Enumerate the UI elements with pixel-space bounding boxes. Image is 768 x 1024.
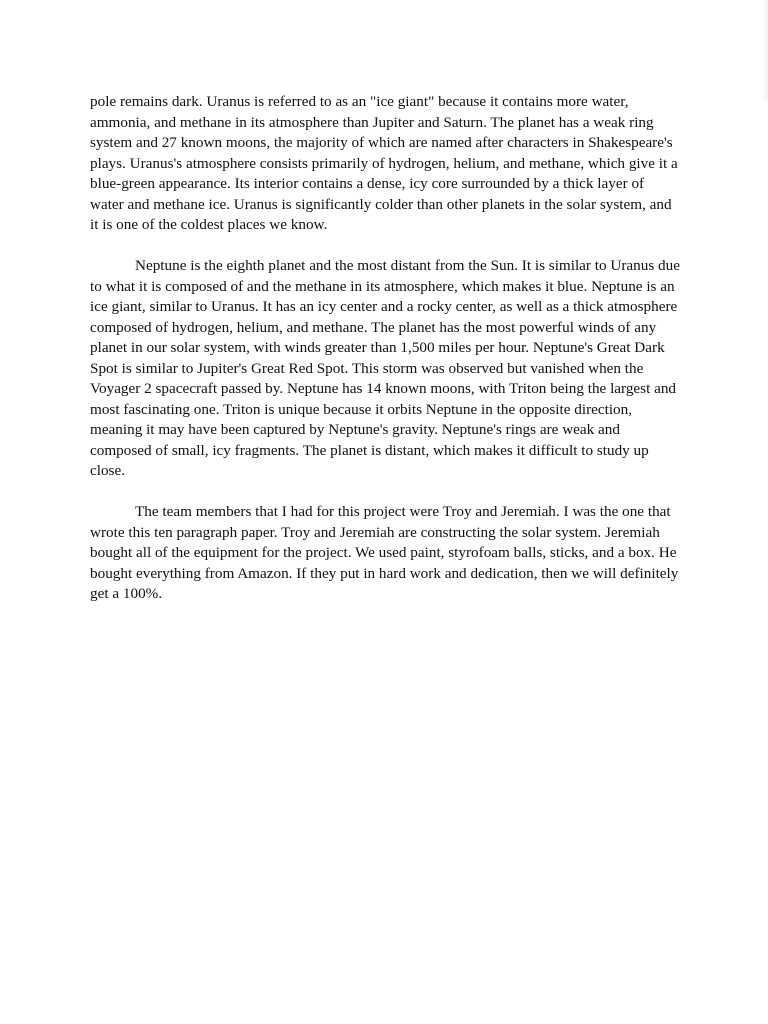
document-body [90, 92, 680, 625]
paragraph-neptune: Neptune is the eighth planet and the most distant from the Sun. It is similar to Uranus due to what it is composed of and the methane in its atmosphere, which makes it blue. Neptune is an ice giant, similar to Uranus. It has an icy center and a rocky center, as well as a thick atmosphere composed of hydrogen, helium, and methane. The planet has the most powerful winds of any planet in our solar system, with winds greater than 1,500 miles per hour. Neptune's Great Dark Spot is similar to Jupiter's Great Red Spot. This storm was observed but vanished when the Voyager 2 spacecraft passed by. Neptune has 14 known moons, with Triton being the largest and most fascinating one. Triton is unique because it orbits Neptune in the opposite direction, meaning it may have been captured by Neptune's gravity. Neptune's rings are weak and composed of small, icy fragments. The planet is distant, which makes it difficult to study up close. [90, 257, 680, 479]
paragraph-team-members: The team members that I had for this project were Troy and Jeremiah. I was the one that wrote this ten paragraph paper. Troy and Jeremiah are constructing the solar system. Jeremiah bought all of the equipment for the project. We used paint, styrofoam balls, sticks, and a box. He bought everything from Amazon. If they put in hard work and dedication, then we will definitely get a 100%. [90, 503, 679, 602]
paragraph-uranus: pole remains dark. Uranus is referred to as an "ice giant" because it contains more water, ammonia, and methane in its atmosphere than Jupiter and Saturn. The planet has a weak ring system and 27 known moons, the majority of which are named after characters in Shakespeare's plays. Uranus's atmosphere consists primarily of hydrogen, helium, and methane, which give it a blue-green appearance. Its interior contains a dense, icy core surrounded by a thick layer of water and methane ice. Uranus is significantly colder than other planets in the solar system, and it is one of the coldest places we know. [90, 93, 678, 233]
page-edge-shadow [762, 0, 768, 100]
